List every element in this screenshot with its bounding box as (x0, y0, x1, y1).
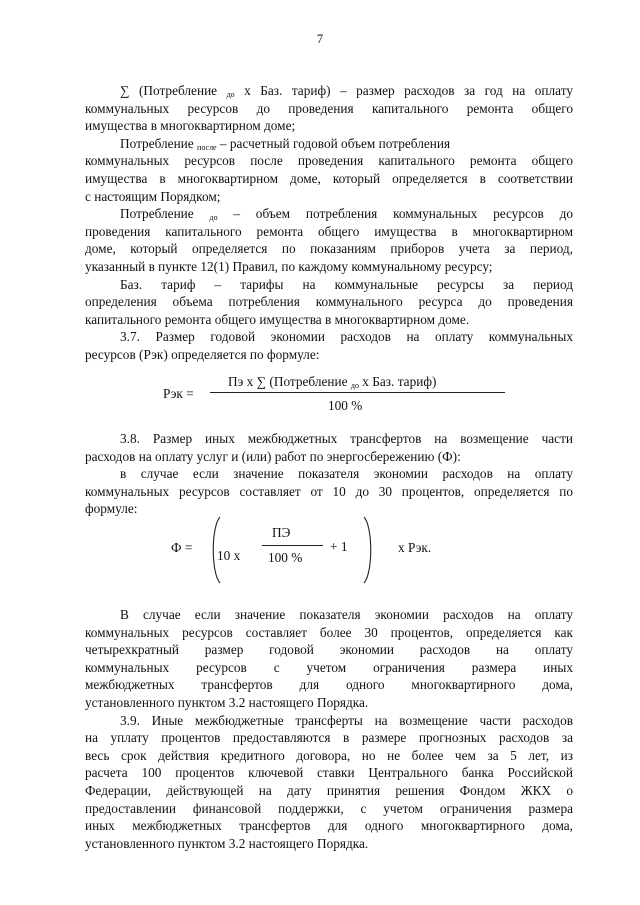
formula-denominator: 100 % (328, 398, 363, 413)
fraction-bar (262, 545, 323, 546)
text-line: формуле: (85, 501, 138, 517)
text-line: 3.7. Размер годовой экономии расходов на оплату коммунальных (120, 329, 573, 345)
formula-lhs: Рэк = (163, 386, 194, 401)
text-line: четырехкратный размер годовой экономии расходов на оплату (85, 642, 573, 658)
text-line: коммунальных ресурсов до проведения капитального ремонта общего (85, 100, 573, 116)
text-line: в случае если значение показателя экономии расходов на оплату (120, 466, 573, 482)
text-line: Потребление $_{после}$ – расчетный годовой объем потребления (120, 135, 451, 152)
page-number: 7 (316, 32, 324, 46)
formula-lhs: Ф = (171, 540, 193, 555)
formula-phi (0, 515, 640, 585)
text-line: расходов на оплату услуг и (или) работ по энергосбережению (Ф): (85, 448, 461, 464)
formula-multiplier: 10 х (217, 548, 241, 563)
text-line: 3.8. Размер иных межбюджетных трансфертов на возмещение части (120, 431, 573, 446)
text-line: имущества в многоквартирном доме; (85, 118, 296, 134)
formula-denominator: 100 % (268, 550, 303, 565)
text-line: расчета 100 процентов ключевой ставки Центрального банка Российской (85, 765, 573, 781)
text-line: В случае если значение показателя экономии расходов на оплату (120, 607, 573, 622)
text-line: проведения капитального ремонта общего имущества в многоквартирном (85, 223, 573, 239)
text-line: 3.9. Иные межбюджетные трансферты на возмещение части расходов (120, 712, 573, 728)
formula-rek (0, 370, 640, 420)
fraction-bar (210, 392, 505, 393)
text-line: Баз. тариф – тарифы на коммунальные ресурсы за период (120, 276, 573, 292)
text-line: весь срок действия кредитного договора, но не более чем за 5 лет, из (85, 747, 573, 763)
text-line: межбюджетных трансфертов для одного многоквартирного дома, (85, 677, 573, 693)
section-3-8 (85, 430, 573, 518)
text-line: коммунальных ресурсов составляет более 30 процентов, определяется как (85, 624, 573, 640)
text-line: с настоящим Порядком; (85, 188, 221, 204)
section-3-9 (85, 606, 573, 852)
text-line: ∑ (Потребление $_{до}$ х Баз. тариф) – размер расходов за год на оплату (120, 83, 573, 99)
text-line: коммунальных ресурсов с учетом ограничения размера иных (85, 659, 573, 675)
text-line: установленного пунктом 3.2 настоящего Порядка. (85, 835, 369, 851)
text-line: ресурсов (Рэк) определяется по формуле: (85, 346, 320, 362)
text-line: коммунальных ресурсов составляет от 10 до 30 процентов, определяется по (85, 483, 573, 499)
text-line: Потребление $_{до}$ – объем потребления коммунальных ресурсов до (120, 206, 574, 223)
text-line: предоставлении финансовой поддержки, с учетом ограничения размера (85, 800, 573, 816)
text-line: иных межбюджетных трансфертов для одного многоквартирного дома, (85, 818, 573, 834)
text-line: на уплату процентов предоставляются в размере прогнозных расходов за (85, 730, 573, 746)
text-line: доме, который определяется по показаниям приборов учета за период, (85, 241, 573, 257)
definitions-block (85, 82, 573, 364)
text-line: определения объема потребления коммунального ресурса до проведения (85, 294, 573, 310)
formula-plus-one: + 1 (330, 539, 348, 554)
text-line: установленного пунктом 3.2 настоящего Порядка. (85, 694, 369, 710)
formula-numerator: ПЭ (272, 525, 291, 540)
text-line: капитального ремонта общего имущества в многоквартирном доме. (85, 311, 470, 327)
text-line: Федерации, действующей на дату принятия решения Фондом ЖКХ о (85, 782, 573, 798)
text-line: имущества в многоквартирном доме, который определяется в соответствии (85, 170, 573, 186)
formula-tail: х Рэк. (398, 540, 432, 555)
formula-numerator: Пэ х ∑ (Потребление $_{до}$ х Баз. тариф) (228, 374, 437, 390)
text-line: указанный в пункте 12(1) Правил, по каждому коммунальному ресурсу; (85, 258, 493, 274)
right-parenthesis (362, 515, 376, 585)
text-line: коммунальных ресурсов после проведения капитального ремонта общего (85, 153, 573, 169)
